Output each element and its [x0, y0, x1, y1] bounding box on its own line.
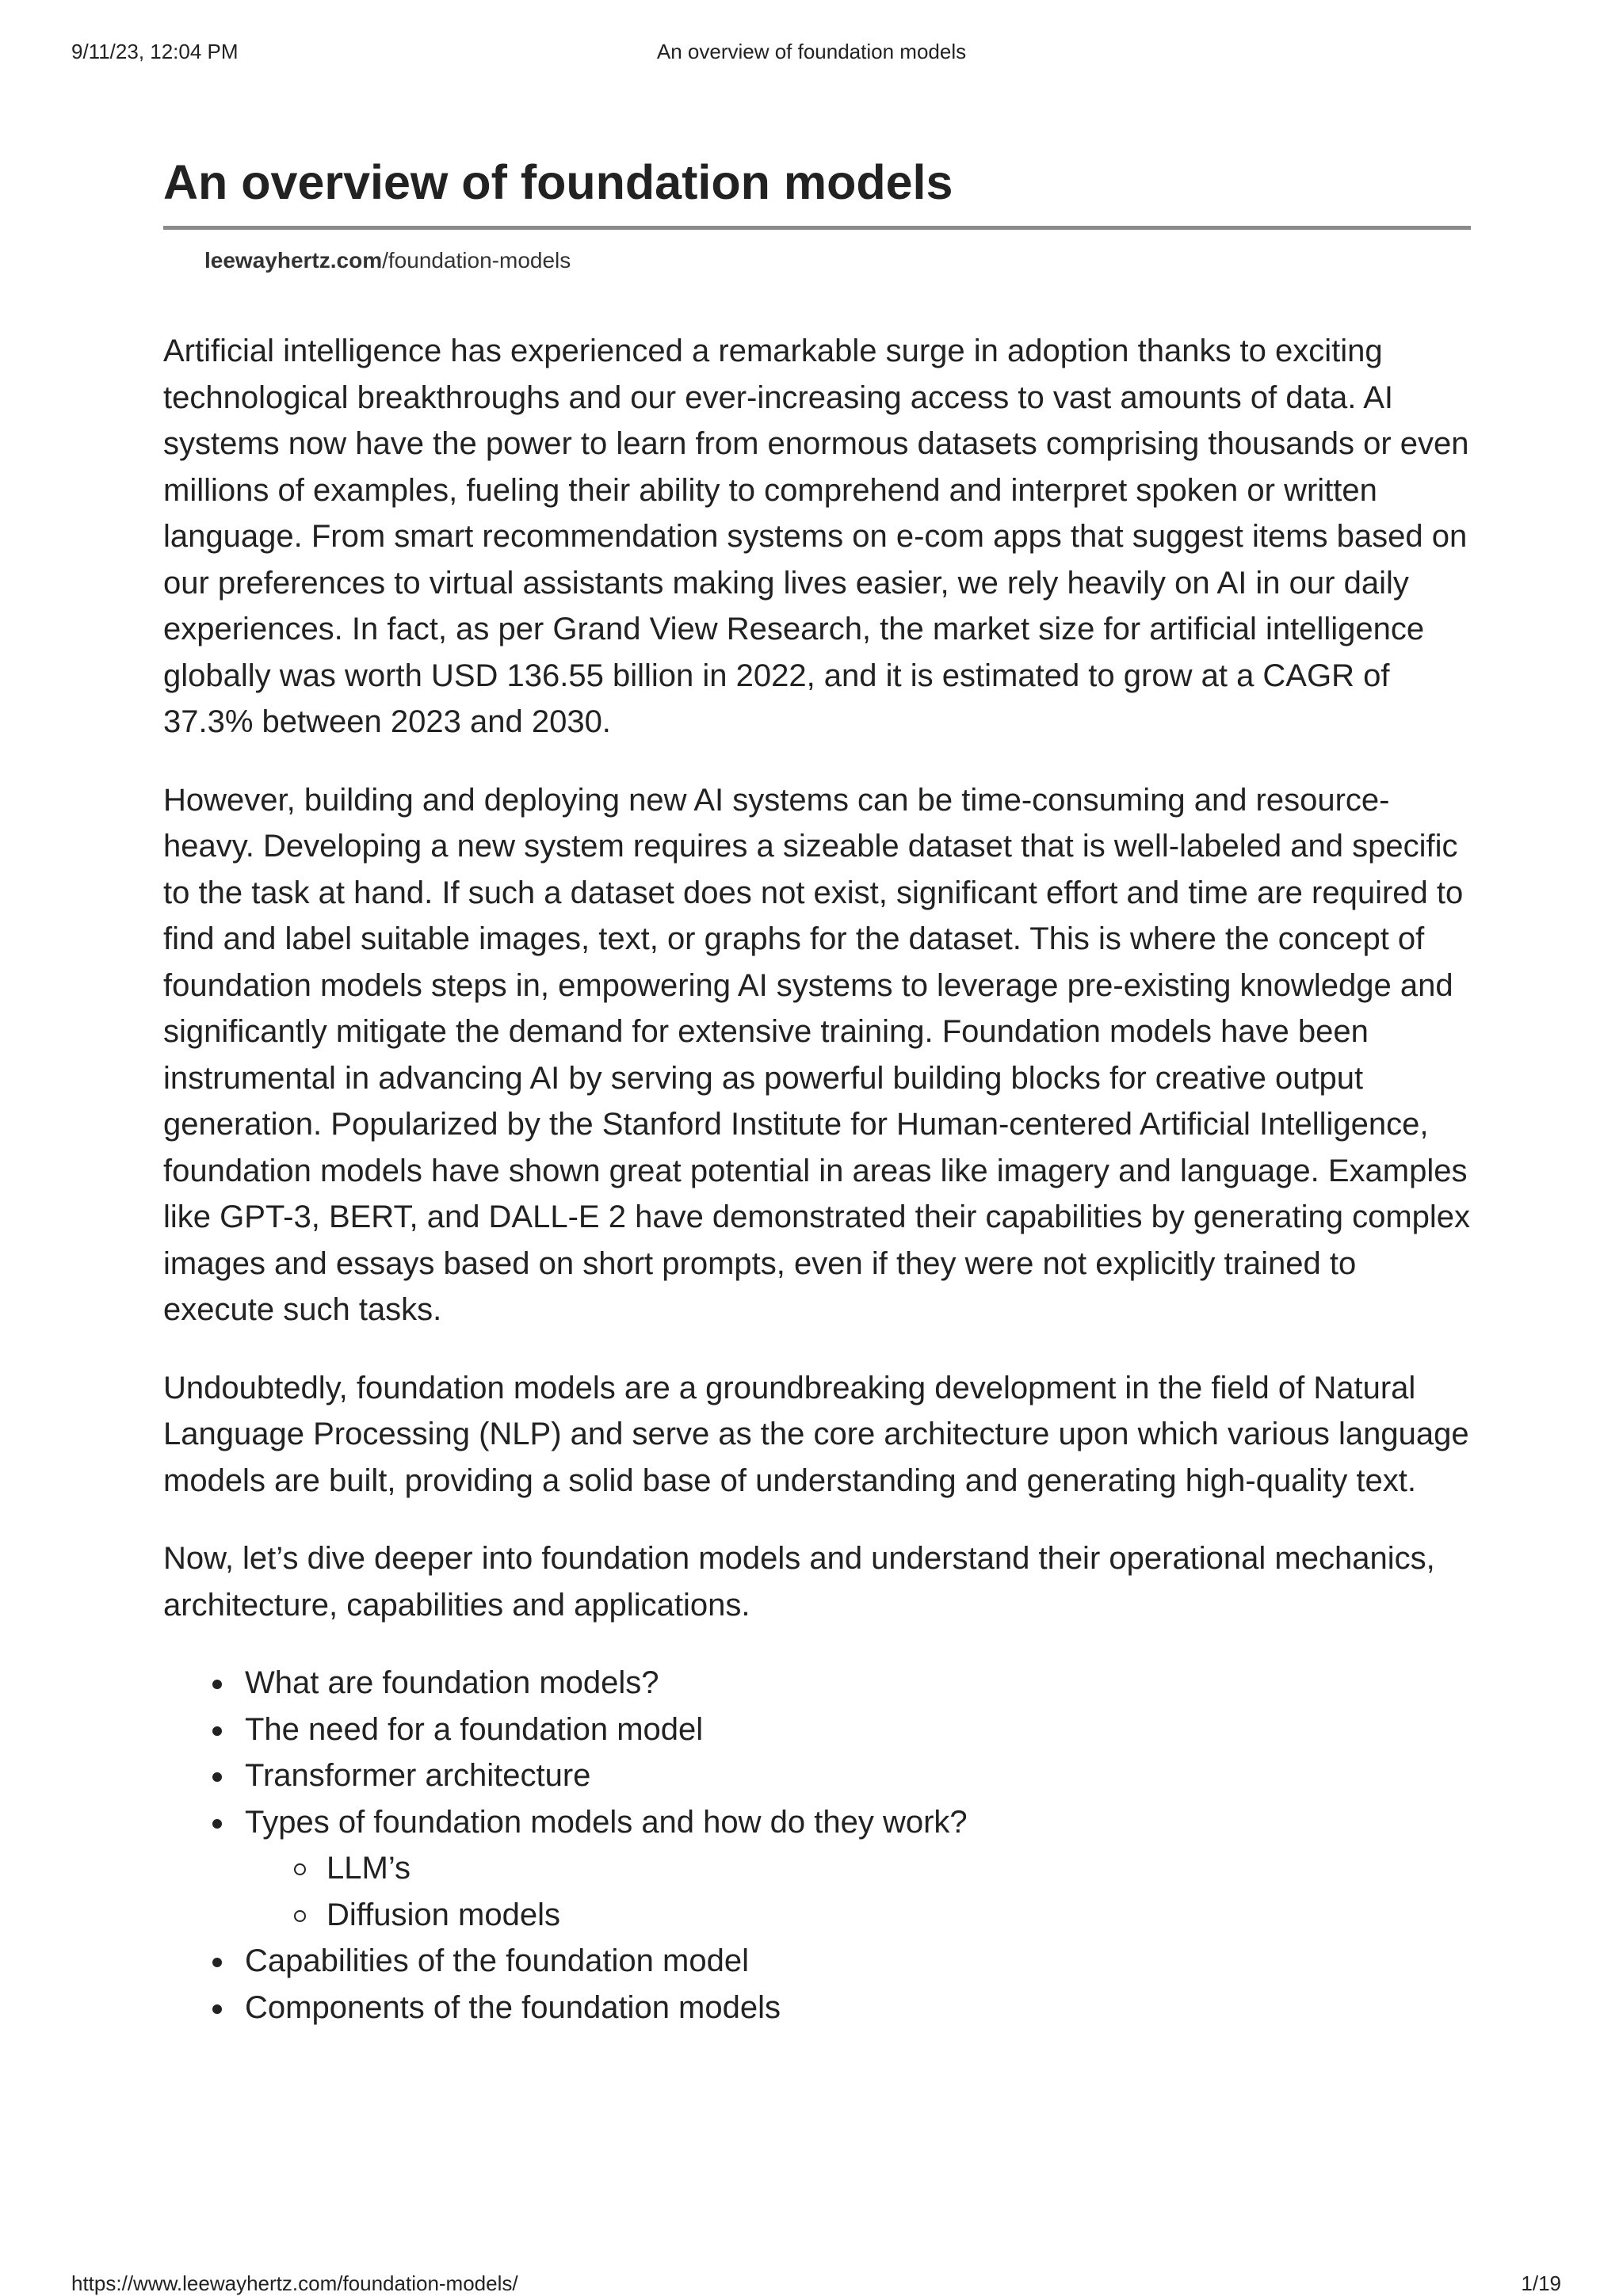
toc-item[interactable]: [163, 1985, 1471, 2031]
bullet-circle-icon: [294, 1863, 306, 1875]
paragraph-nlp: Undoubtedly, foundation models are a groundbreaking development in the field of Natural Language Processing (NLP) and serve as the core architecture upon which various language models are built, providing a solid base of understanding and generating high-quality text.: [163, 1370, 1469, 1498]
toc-item-label[interactable]: Transformer architecture: [245, 1758, 591, 1793]
bullet-disc-icon: [212, 2004, 222, 2014]
bullet-disc-icon: [212, 1958, 222, 1967]
article-body: [163, 328, 1471, 2031]
print-date: 9/11/23, 12:04 PM: [71, 40, 239, 63]
print-url: https://www.leewayhertz.com/foundation-models/: [71, 2271, 518, 2295]
article: [163, 147, 1471, 2031]
table-of-contents: [163, 1660, 1471, 2031]
bullet-disc-icon: [212, 1726, 222, 1736]
toc-subitem-label[interactable]: LLM’s: [327, 1851, 411, 1886]
paragraph-challenges: However, building and deploying new AI systems can be time-consuming and resource-heavy. Developing a new system requires a sizeable dataset that is well-labeled and specific to the task at hand. If such a dataset does not exist, significant effort and time are required to find and label suitable images, text, or graphs for the dataset. This is where the concept of foundation models steps in, empowering AI systems to leverage pre-existing knowledge and significantly mitigate the demand for extensive training. Foundation models have been instrumental in advancing AI by serving as powerful building blocks for creative output generation. Popularized by the Stanford Institute for Human-centered Artificial Intelligence, foundation models have shown great potential in areas like imagery and language. Examples like GPT-3, BERT, and DALL-E 2 have demonstrated their capabilities by generating complex images and essays based on short prompts, even if they were not explicitly trained to execute such tasks.: [163, 782, 1471, 1327]
toc-item-label[interactable]: Types of foundation models and how do they work?: [245, 1804, 968, 1840]
toc-item[interactable]: [163, 1938, 1471, 1985]
toc-item[interactable]: [163, 1799, 1471, 1939]
source-link[interactable]: [204, 245, 1471, 277]
print-header: [0, 40, 1623, 71]
toc-item-label[interactable]: What are foundation models?: [245, 1665, 659, 1700]
toc-item-label[interactable]: Components of the foundation models: [245, 1989, 781, 2025]
toc-subitem-label[interactable]: Diffusion models: [327, 1897, 560, 1932]
toc-item[interactable]: [163, 1707, 1471, 1753]
toc-subitem[interactable]: [245, 1845, 1471, 1892]
paragraph-transition: Now, let’s dive deeper into foundation models and understand their operational mechanics, architecture, capabilities and applications.: [163, 1541, 1435, 1623]
paragraph-intro: Artificial intelligence has experienced a remarkable surge in adoption thanks to exciting technological breakthroughs and our ever-increasing access to vast amounts of data. AI systems now have the power to learn from enormous datasets comprising thousands or even millions of examples, fueling their ability to comprehend and interpret spoken or written language. From smart recommendation systems on e-com apps that suggest items based on our preferences to virtual assistants making lives easier, we rely heavily on AI in our daily experiences. In fact, as per Grand View Research, the market size for artificial intelligence globally was worth USD 136.55 billion in 2022, and it is estimated to grow at a CAGR of 37.3% between 2023 and 2030.: [163, 334, 1469, 739]
source-path[interactable]: /foundation-models: [382, 248, 571, 273]
page-number: 1/19: [1521, 2271, 1561, 2295]
print-page-title: An overview of foundation models: [656, 40, 967, 63]
toc-subitem[interactable]: [245, 1892, 1471, 1939]
source-domain[interactable]: leewayhertz.com: [204, 248, 383, 273]
bullet-disc-icon: [212, 1772, 222, 1782]
toc-item[interactable]: [163, 1660, 1471, 1707]
bullet-disc-icon: [212, 1680, 222, 1689]
bullet-circle-icon: [294, 1910, 306, 1922]
title-divider: [163, 226, 1471, 230]
toc-item-label[interactable]: The need for a foundation model: [245, 1711, 704, 1747]
bullet-disc-icon: [212, 1819, 222, 1829]
toc-item[interactable]: [163, 1753, 1471, 1799]
article-title: An overview of foundation models: [163, 155, 953, 209]
toc-item-label[interactable]: Capabilities of the foundation model: [245, 1943, 749, 1978]
toc-sublist: [245, 1845, 1471, 1938]
